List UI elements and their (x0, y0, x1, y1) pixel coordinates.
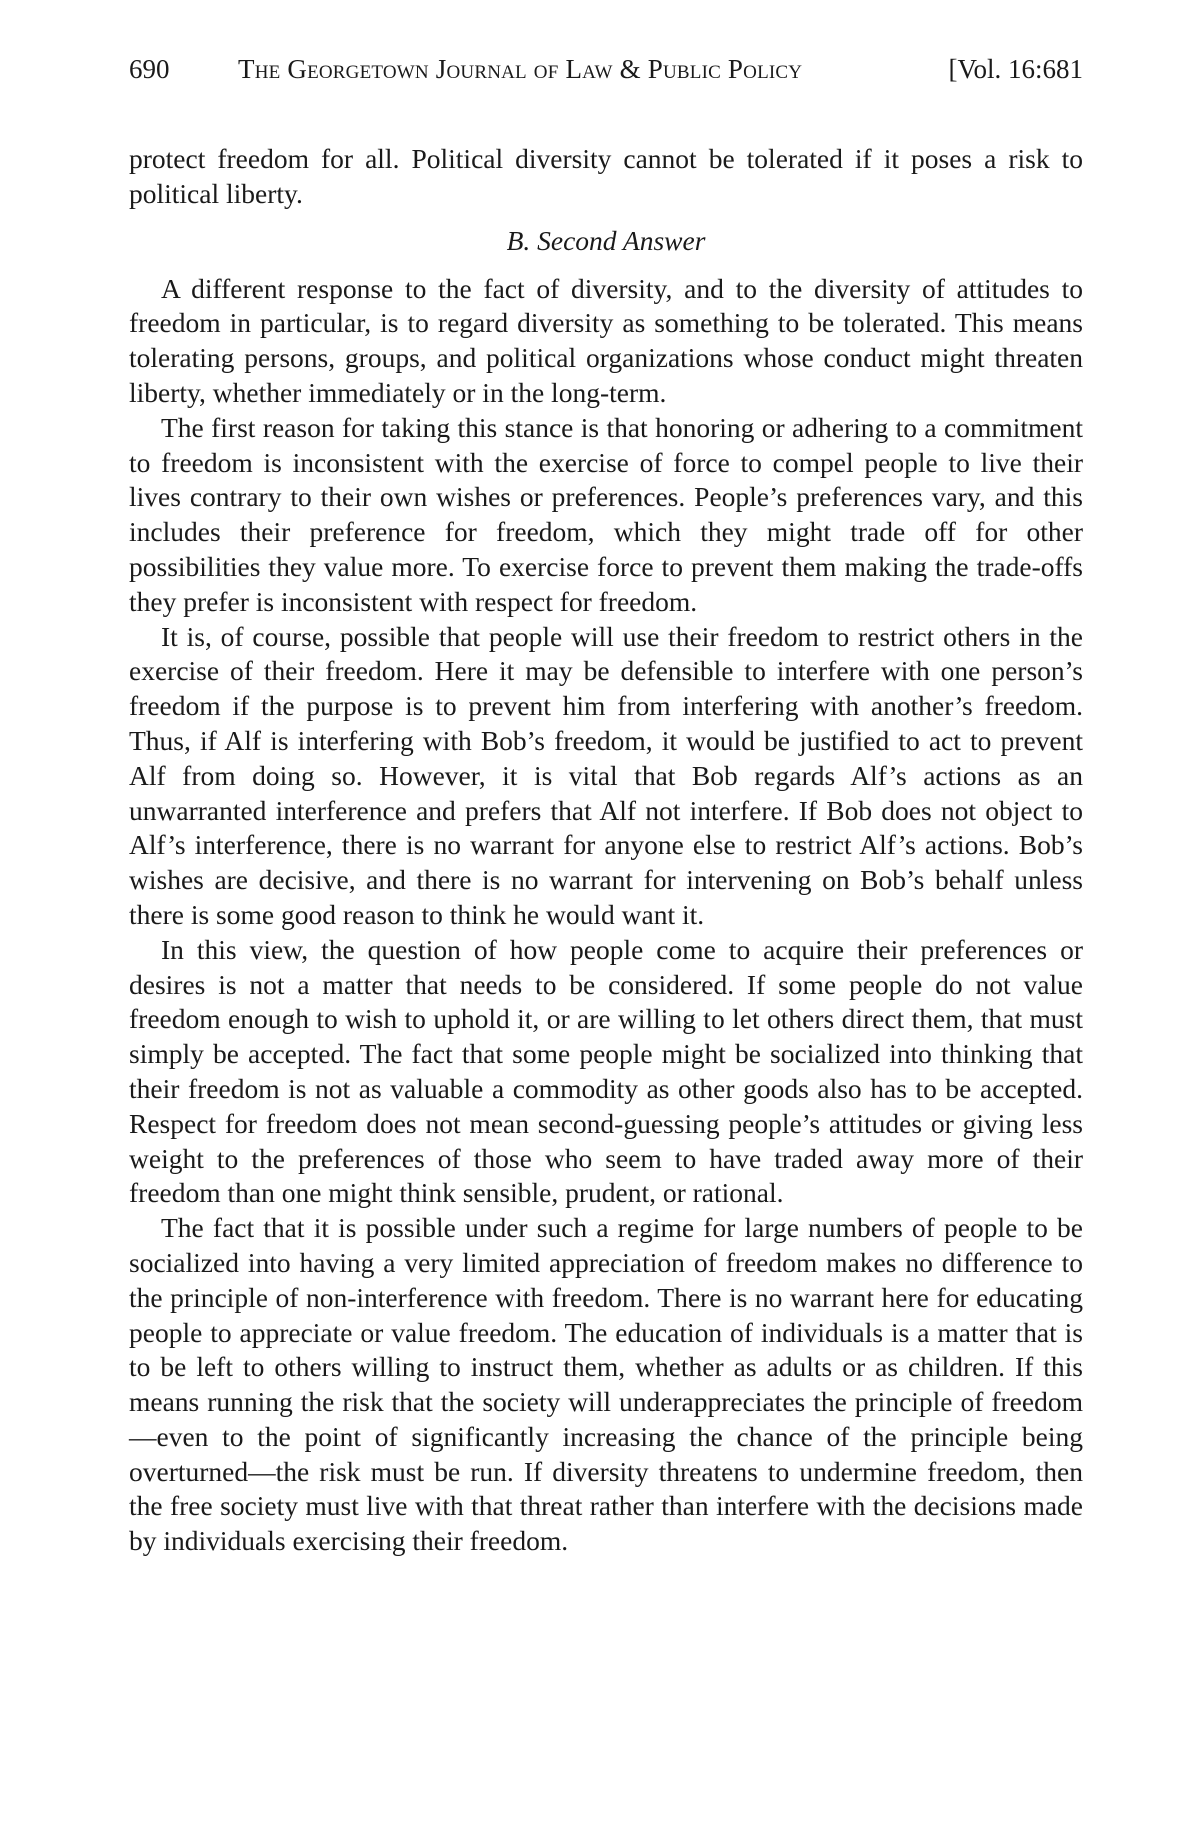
journal-title: The Georgetown Journal of Law & Public Policy (238, 54, 803, 84)
section-heading: B. Second Answer (506, 224, 706, 256)
paragraph: A different response to the fact of diversity, and to the diversity of attitudes to freedom in particular, is to regard diversity as something to be tolerated. This means tolerating persons, groups, and political organizations whose conduct might threaten liberty, whether immediately or in the long-term. (129, 272, 1083, 408)
journal-page (129, 44, 1083, 1559)
volume-citation: [Vol. 16:681 (948, 54, 1083, 84)
page-number: 690 (129, 54, 170, 84)
paragraph: It is, of course, possible that people will use their freedom to restrict others in the exercise of their freedom. Here it may be defensible to interfere with one person’s freedom if the purpose is to prevent him from interfering with another’s freedom. Thus, if Alf is interfering with Bob’s freedom, it would be justified to act to prevent Alf from doing so. However, it is vital that Bob regards Alf’s actions as an unwarranted interference and prefers that Alf not interfere. If Bob does not object to Alf’s interference, there is no warrant for anyone else to restrict Alf’s actions. Bob’s wishes are decisive, and there is no warrant for intervening on Bob’s behalf unless there is some good reason to think he would want it. (129, 620, 1083, 930)
paragraph-continuation: protect freedom for all. Political diversity cannot be tolerated if it poses a risk to political liberty. (129, 143, 1083, 209)
article-body (129, 142, 1083, 1559)
paragraph: The fact that it is possible under such a regime for large numbers of people to be socialized into having a very limited appreciation of freedom makes no difference to the principle of non-interference with freedom. There is no warrant here for educating people to appreciate or value freedom. The education of individuals is a matter that is to be left to others willing to instruct them, whether as adults or as children. If this means running the risk that the society will underappreciates the principle of freedom—even to the point of significantly increasing the chance of the principle being overturned—the risk must be run. If diversity threatens to undermine freedom, then the free society must live with that threat rather than interfere with the decisions made by individuals exercising their freedom. (129, 1212, 1083, 1557)
paragraph: In this view, the question of how people come to acquire their preferences or desires is not a matter that needs to be considered. If some people do not value freedom enough to wish to uphold it, or are willing to let others direct them, that must simply be accepted. The fact that some people might be socialized into thinking that their freedom is not as valuable a commodity as other goods also has to be accepted. Respect for freedom does not mean second-guessing people’s attitudes or giving less weight to the preferences of those who seem to have traded away more of their freedom than one might think sensible, prudent, or rational. (129, 933, 1083, 1209)
paragraph: The first reason for taking this stance is that honoring or adhering to a commitment to freedom is inconsistent with the exercise of force to compel people to live their lives contrary to their own wishes or preferences. People’s preferences vary, and this includes their preference for freedom, which they might trade off for other possibilities they value more. To exercise force to prevent them making the trade-offs they prefer is inconsistent with respect for freedom. (129, 411, 1083, 617)
running-head (129, 44, 1083, 94)
